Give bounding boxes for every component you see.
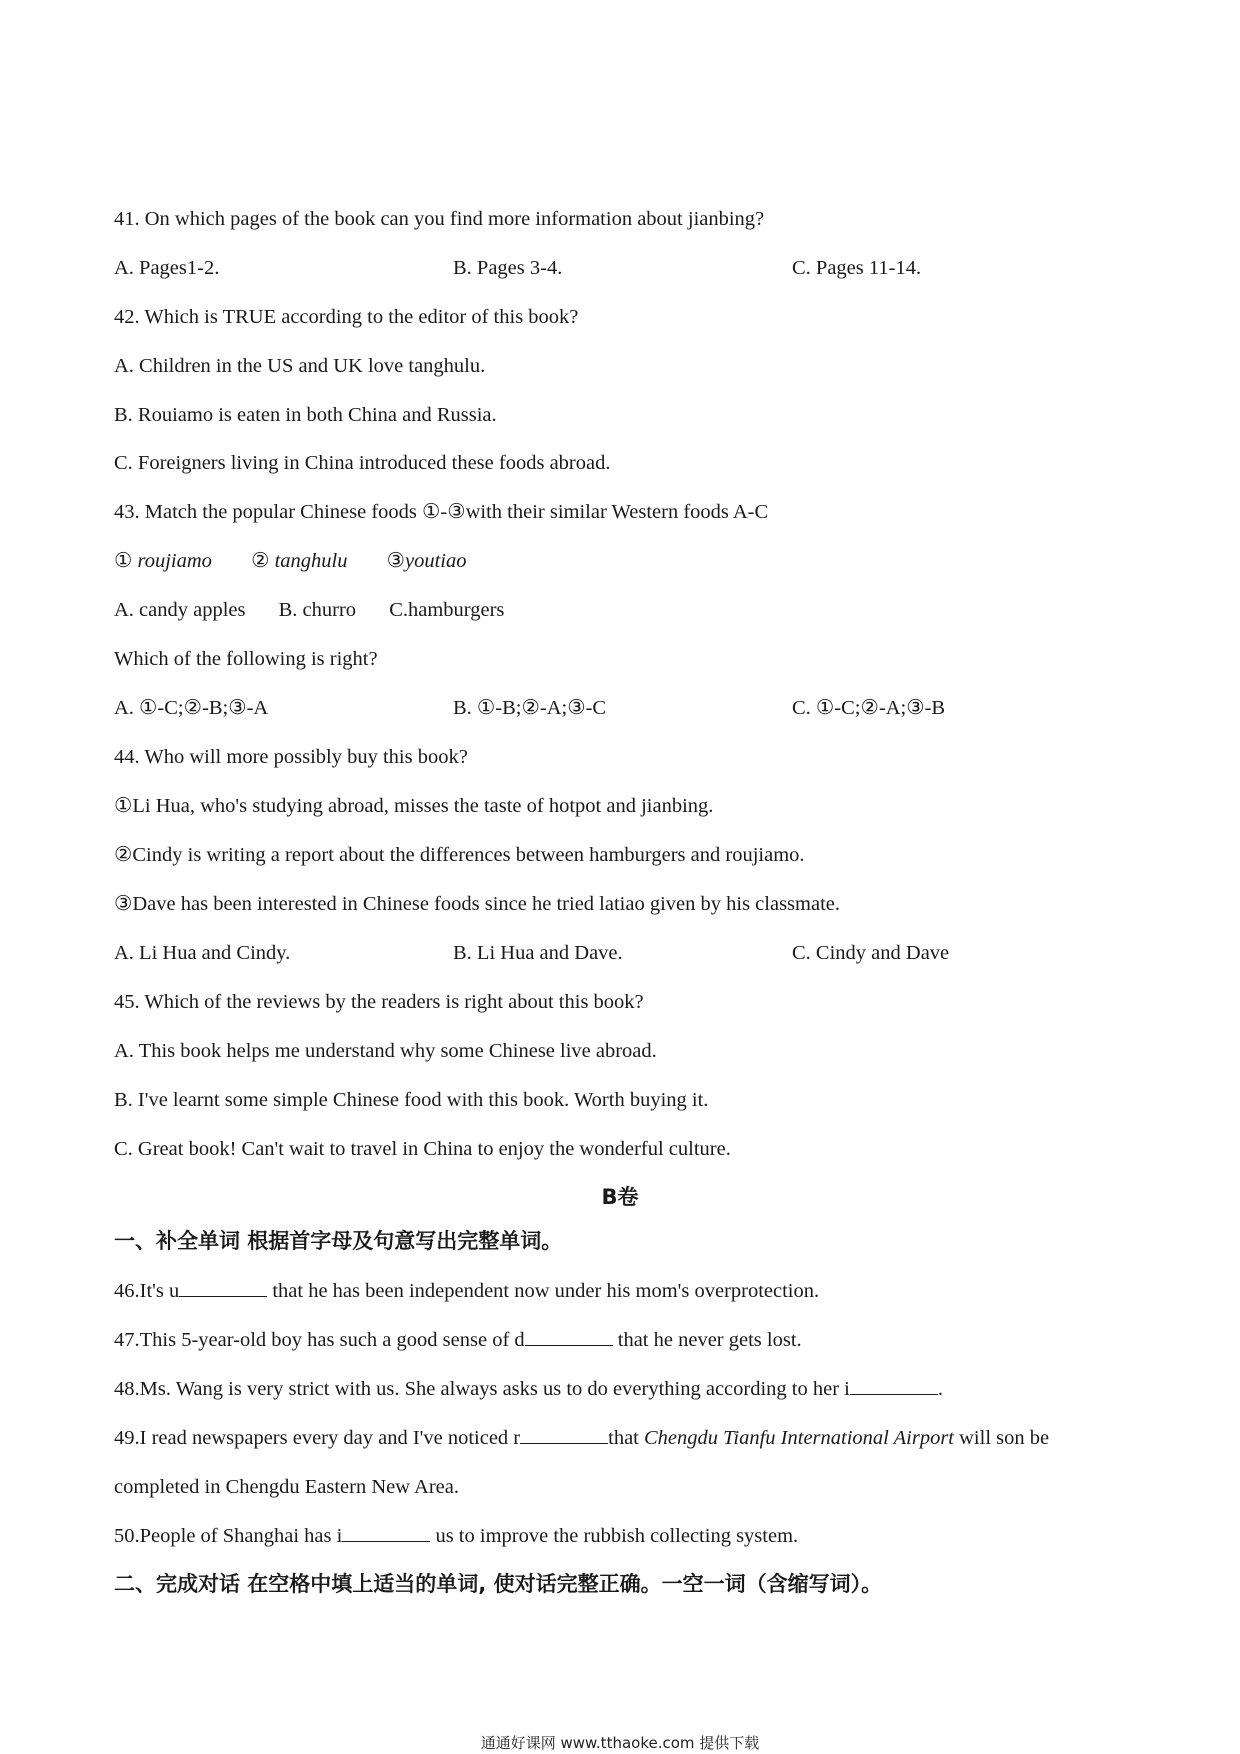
- q43-western-foods: [114, 597, 504, 623]
- q43-option-a: A. ①-C;②-B;③-A: [114, 697, 269, 719]
- q43-western-c: C.hamburgers: [389, 599, 505, 621]
- q45-option-c: C. Great book! Can't wait to travel in China to enjoy the wonderful culture.: [114, 1138, 731, 1160]
- q48: [114, 1376, 943, 1402]
- q50-text-after: us to improve the rubbish collecting system.: [430, 1525, 799, 1547]
- q48-blank[interactable]: [850, 1376, 938, 1395]
- q44-statement-3: ③Dave has been interested in Chinese foods since he tried latiao given by his classmate.: [114, 893, 840, 915]
- q49-text-mid: that: [608, 1427, 644, 1449]
- q49-blank[interactable]: [520, 1425, 608, 1444]
- q48-text-after: .: [937, 1378, 943, 1400]
- q43-stem: 43. Match the popular Chinese foods ①-③with their similar Western foods A-C: [114, 501, 769, 523]
- q43-food3: youtiao: [405, 550, 467, 572]
- q43-chinese-foods: [114, 548, 467, 574]
- q49-text-after: will son be: [954, 1427, 1050, 1449]
- q41-stem: 41. On which pages of the book can you find more information about jianbing?: [114, 208, 765, 230]
- q41-option-a: A. Pages1-2.: [114, 257, 220, 279]
- q44-stem: 44. Who will more possibly buy this book?: [114, 746, 468, 768]
- q43-food2: tanghulu: [274, 550, 348, 572]
- q49: [114, 1425, 1049, 1451]
- section1-title: 一、补全单词 根据首字母及句意写出完整单词。: [114, 1229, 563, 1253]
- q47-text-before: 47.This 5-year-old boy has such a good sense of d: [114, 1329, 525, 1351]
- part-b-title: B卷: [601, 1185, 639, 1209]
- q41-option-b: B. Pages 3-4.: [453, 257, 563, 279]
- q47-text-after: that he never gets lost.: [612, 1329, 802, 1351]
- q43-option-c: C. ①-C;②-A;③-B: [792, 697, 946, 719]
- q43-food1-number: ①: [114, 550, 133, 572]
- q42-stem: 42. Which is TRUE according to the editor of this book?: [114, 306, 579, 328]
- q42-option-b: B. Rouiamo is eaten in both China and Russia.: [114, 404, 497, 426]
- q45-option-a: A. This book helps me understand why some Chinese live abroad.: [114, 1040, 657, 1062]
- q46-blank[interactable]: [179, 1278, 267, 1297]
- q44-option-a: A. Li Hua and Cindy.: [114, 942, 291, 964]
- q41-option-c: C. Pages 11-14.: [792, 257, 922, 279]
- q44-option-b: B. Li Hua and Dave.: [453, 942, 623, 964]
- q43-food1: roujiamo: [137, 550, 212, 572]
- footer-download-note: 通通好课网 www.tthaoke.com 提供下载: [480, 1734, 760, 1752]
- q46: [114, 1278, 819, 1304]
- q42-option-a: A. Children in the US and UK love tanghulu.: [114, 355, 486, 377]
- q45-stem: 45. Which of the reviews by the readers is right about this book?: [114, 991, 644, 1013]
- q50-blank[interactable]: [342, 1523, 430, 1542]
- q49-line2: completed in Chengdu Eastern New Area.: [114, 1476, 459, 1498]
- q46-text-after: that he has been independent now under his mom's overprotection.: [267, 1280, 820, 1302]
- q43-option-b: B. ①-B;②-A;③-C: [453, 697, 607, 719]
- q43-western-b: B. churro: [278, 599, 357, 621]
- q43-food2-number: ②: [251, 550, 270, 572]
- q45-option-b: B. I've learnt some simple Chinese food with this book. Worth buying it.: [114, 1089, 709, 1111]
- section2-title: 二、完成对话 在空格中填上适当的单词, 使对话完整正确。一空一词（含缩写词）。: [114, 1572, 883, 1596]
- q43-food3-number: ③: [386, 550, 405, 572]
- q44-statement-1: ①Li Hua, who's studying abroad, misses the taste of hotpot and jianbing.: [114, 795, 714, 817]
- q46-text-before: 46.It's u: [114, 1280, 180, 1302]
- q47-blank[interactable]: [525, 1327, 613, 1346]
- q50-text-before: 50.People of Shanghai has i: [114, 1525, 343, 1547]
- q49-text-before: 49.I read newspapers every day and I've noticed r: [114, 1427, 521, 1449]
- q49-airport-name: Chengdu Tianfu International Airport: [644, 1427, 954, 1449]
- q47: [114, 1327, 802, 1353]
- q44-option-c: C. Cindy and Dave: [792, 942, 950, 964]
- q42-option-c: C. Foreigners living in China introduced these foods abroad.: [114, 452, 611, 474]
- q44-statement-2: ②Cindy is writing a report about the differences between hamburgers and roujiamo.: [114, 844, 805, 866]
- q48-text-before: 48.Ms. Wang is very strict with us. She always asks us to do everything according to her i: [114, 1378, 850, 1400]
- q43-question: Which of the following is right?: [114, 648, 378, 670]
- q50: [114, 1523, 798, 1549]
- q43-western-a: A. candy apples: [114, 599, 246, 621]
